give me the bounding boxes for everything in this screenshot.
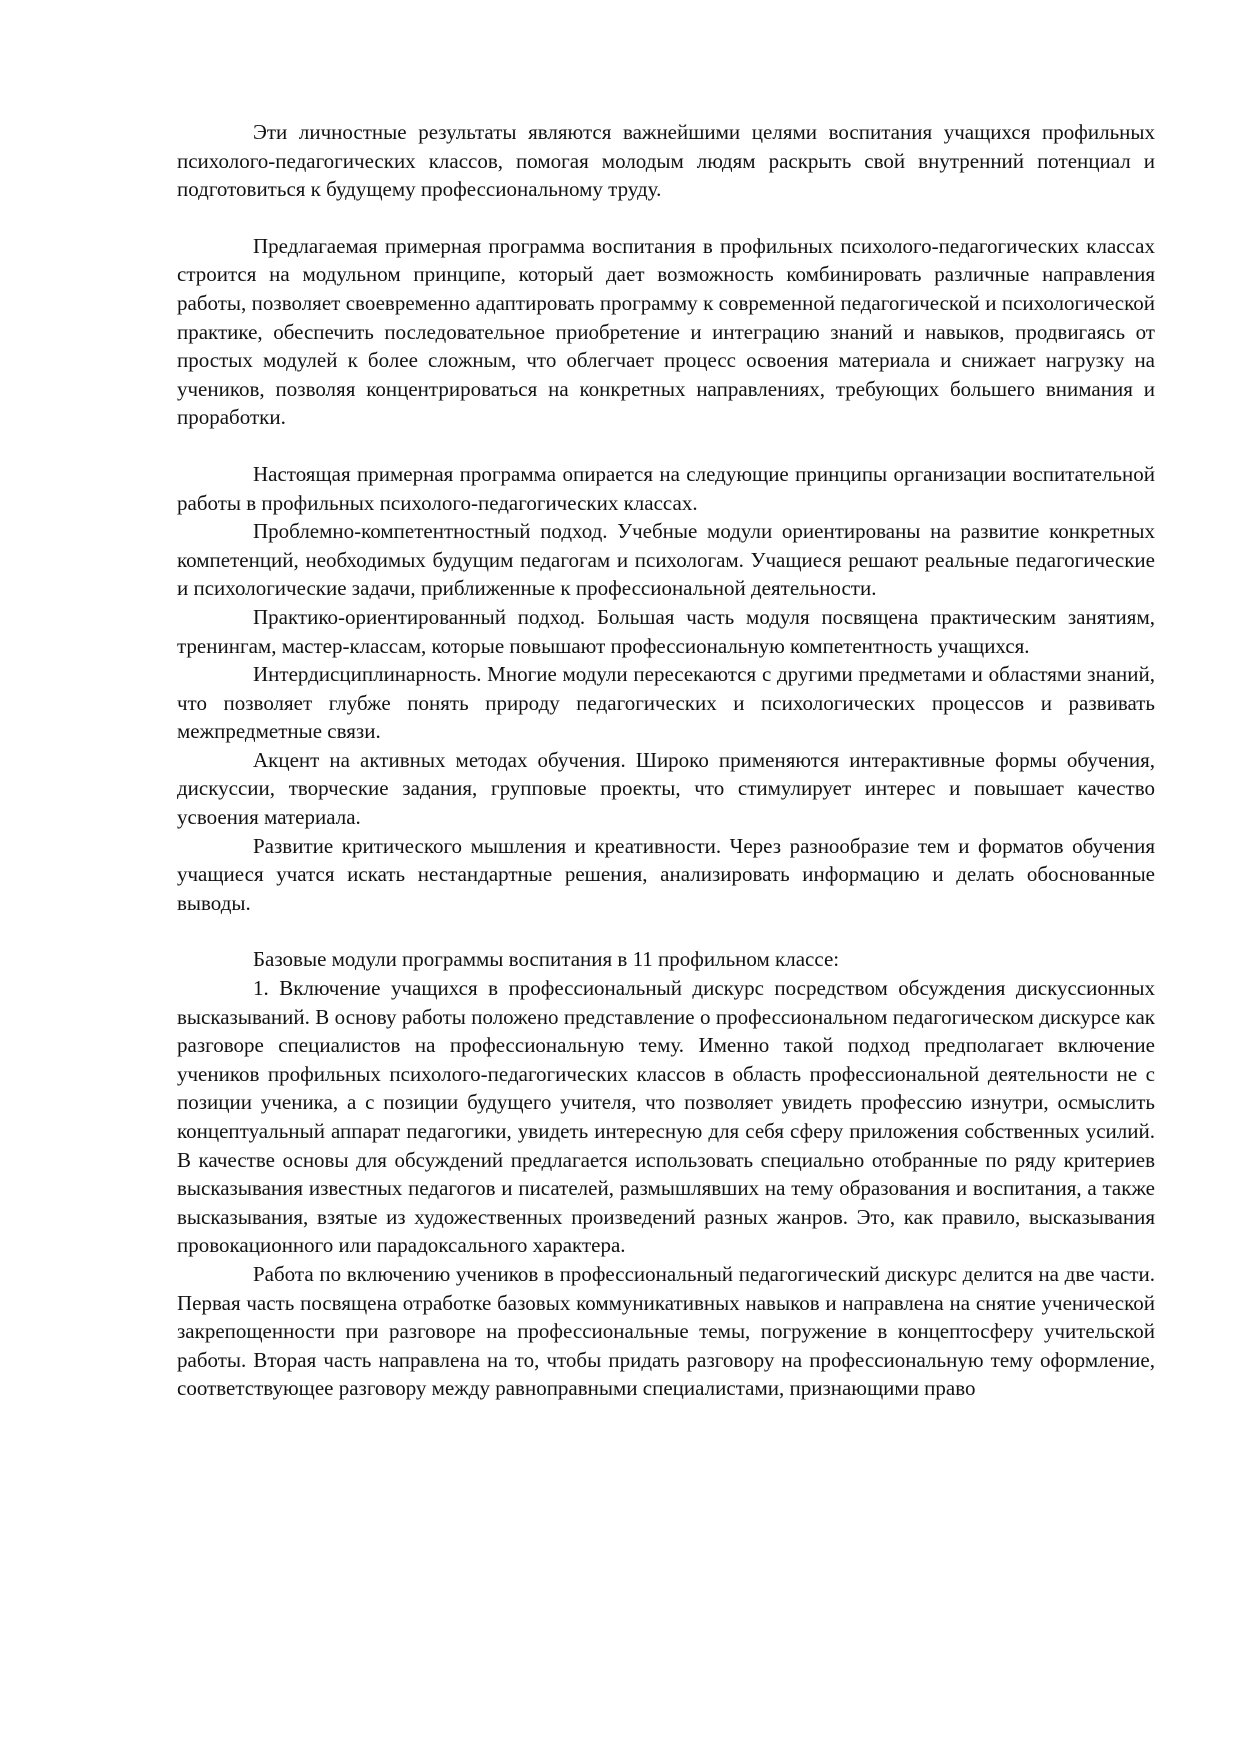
paragraph-personal-results: Эти личностные результаты являются важнейшими целями воспитания учащихся профильных психолого-педагогических классов, помогая молодым людям раскрыть свой внутренний потенциал и подготовиться к будущему профессиональному труду. — [177, 120, 1155, 202]
paragraph-problem-competence: Проблемно-компетентностный подход. Учебные модули ориентированы на развитие конкретных компетенций, необходимых будущим педагогам и психологам. Учащиеся решают реальные педагогические и психологические задачи, приближенные к профессиональной деятельности. — [177, 519, 1155, 601]
paragraph-module-1: 1. Включение учащихся в профессиональный дискурс посредством обсуждения дискуссионных высказываний. В основу работы положено представление о профессиональном педагогическом дискурсе как разговоре специалистов на профессиональную тему. Именно такой подход предполагает включение учеников профильных психолого-педагогических классов в область профессиональной деятельности не с позиции ученика, а с позиции будущего учителя, что позволяет увидеть профессию изнутри, осмыслить концептуальный аппарат педагогики, увидеть интересную для себя сферу приложения собственных усилий. В качестве основы для обсуждений предлагается использовать специально отобранные по ряду критериев высказывания известных педагогов и писателей, размышлявших на тему образования и воспитания, а также высказывания, взятые из художественных произведений разных жанров. Это, как правило, высказывания провокационного или парадоксального характера. — [177, 976, 1155, 1258]
paragraph-discourse-work: Работа по включению учеников в профессиональный педагогический дискурс делится на две части. Первая часть посвящена отработке базовых коммуникативных навыков и направлена на снятие ученической закрепощенности при разговоре на профессиональные темы, погружение в концептосферу учительской работы. Вторая часть направлена на то, чтобы придать разговору на профессиональную тему оформление, соответствующее разговору между равноправными специалистами, признающими право — [177, 1261, 1155, 1401]
paragraph-critical-thinking: Развитие критического мышления и креативности. Через разнообразие тем и форматов обучения учащиеся учатся искать нестандартные решения, анализировать информацию и делать обоснованные выводы. — [177, 833, 1155, 915]
paragraph-principles-intro: Настоящая примерная программа опирается на следующие принципы организации воспитательной работы в профильных психолого-педагогических классах. — [177, 461, 1155, 515]
paragraph-interdisciplinarity: Интердисциплинарность. Многие модули пересекаются с другими предметами и областями знаний, что позволяет глубже понять природу педагогических и психологических процессов и развивать межпредметные связи. — [177, 662, 1155, 744]
paragraph-active-methods: Акцент на активных методах обучения. Широко применяются интерактивные формы обучения, дискуссии, творческие задания, групповые проекты, что стимулирует интерес и повышает качество усвоения материала. — [177, 747, 1155, 830]
paragraph-base-modules-heading: Базовые модули программы воспитания в 11 профильном классе: — [253, 947, 840, 972]
document-body — [177, 118, 1155, 1403]
paragraph-modular-program: Предлагаемая примерная программа воспитания в профильных психолого-педагогических классах строится на модульном принципе, который дает возможность комбинировать различные направления работы, позволяет своевременно адаптировать программу к современной педагогической и психологической практике, обеспечить последовательное приобретение и интеграцию знаний и навыков, продвигаясь от простых модулей к более сложным, что облегчает процесс освоения материала и снижает нагрузку на учеников, позволяя концентрироваться на конкретных направлениях, требующих большего внимания и проработки. — [177, 233, 1155, 430]
paragraph-practice-oriented: Практико-ориентированный подход. Большая часть модуля посвящена практическим занятиям, тренингам, мастер-классам, которые повышают профессиональную компетентность учащихся. — [177, 604, 1155, 658]
